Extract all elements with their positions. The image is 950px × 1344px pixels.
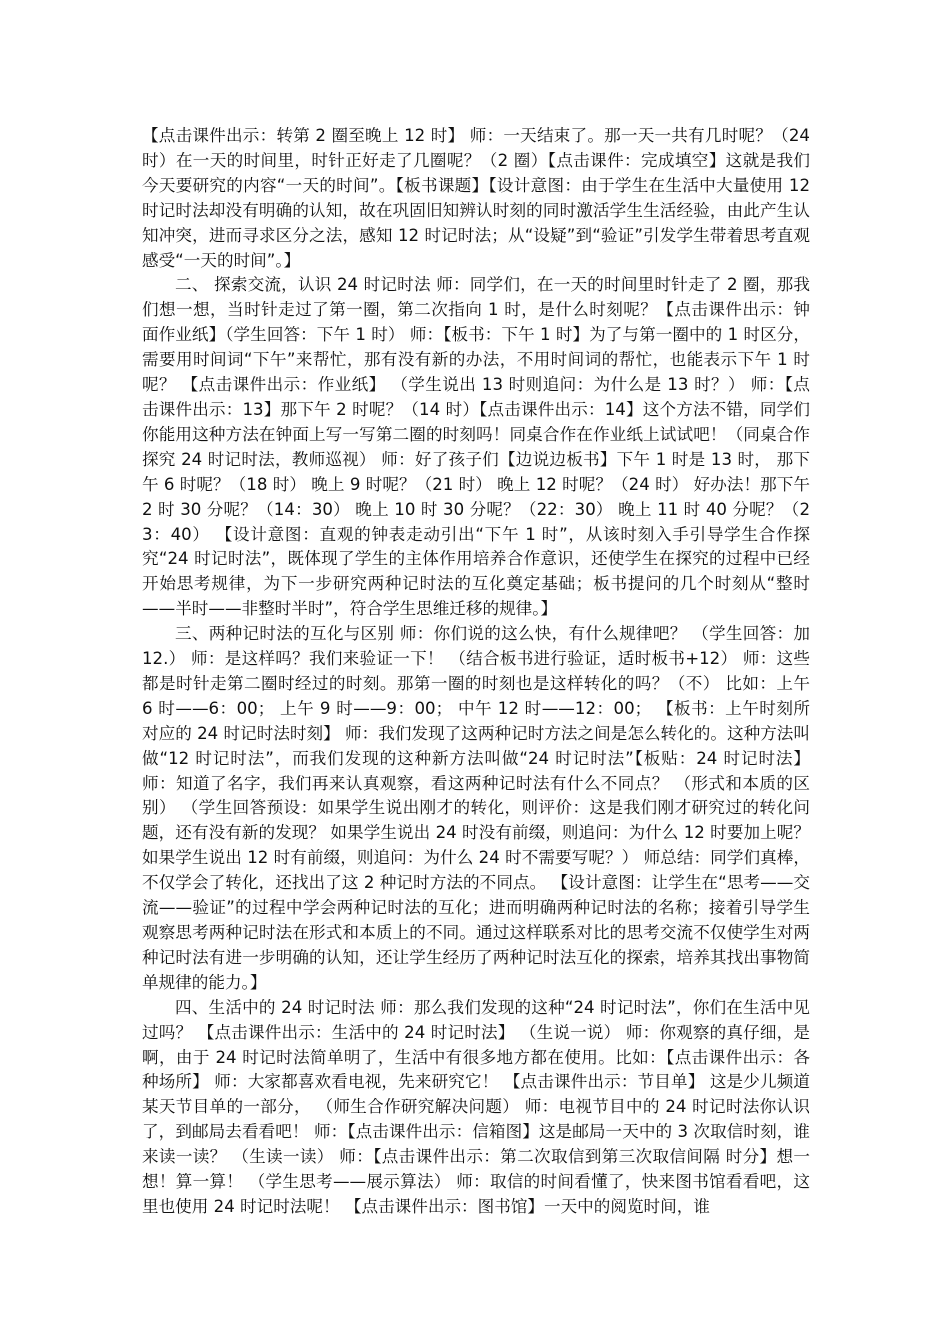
paragraph-section-2-explore-24-hour: 二、 探索交流，认识 24 时记时法 师：同学们，在一天的时间里时针走了 2 圈，那我们想一想，当时针走过了第一圈，第二次指向 1 时，是什么时刻呢？【点击课件出示：钟面作业纸】（学生回答：下午 1 时） 师：【板书：下午 1 时】为了与第一圈中的 1 时区分，需要用时间词“下午”来帮忙，那有没有新的办法，不用时间词的帮忙，也能表示下午 1 时呢？ 【点击课件出示：作业纸】 （学生说出 13 时则追问：为什么是 13 时？） 师：【点击课件出示：13】那下午 2 时呢？（14 时）【点击课件出示：14】这个方法不错，同学们你能用这种方法在钟面上写一写第二圈的时刻吗！同桌合作在作业纸上试试吧！（同桌合作探究 24 时记时法，教师巡视） 师：好了孩子们【边说边板书】下午 1 时是 13 时， 那下午 6 时呢？（18 时） 晚上 9 时呢？（21 时） 晚上 12 时呢？（24 时） 好办法！那下午 2 时 30 分呢？（14：30） 晚上 10 时 30 分呢？（22：30） 晚上 11 时 40 分呢？（23：40） 【设计意图：直观的钟表走动引出“下午 1 时”，从该时刻入手引导学生合作探究“24 时记时法”，既体现了学生的主体作用培养合作意识，还使学生在探究的过程中已经开始思考规律，为下一步研究两种记时法的互化奠定基础；板书提问的几个时刻从“整时——半时——非整时半时”，符合学生思维迁移的规律。】 <box>142 275 810 619</box>
document-page <box>142 124 810 1220</box>
paragraph-section-4-daily-life: 四、生活中的 24 时记时法 师：那么我们发现的这种“24 时记时法”，你们在生活中见过吗？ 【点击课件出示：生活中的 24 时记时法】 （生说一说） 师：你观察的真仔细，是啊，由于 24 时记时法简单明了，生活中有很多地方都在使用。比如：【点击课件出示：各种场所】 师：大家都喜欢看电视，先来研究它！ 【点击课件出示：节目单】 这是少儿频道某天节目单的一部分， （师生合作研究解决问题） 师：电视节目中的 24 时记时法你认识了，到邮局去看看吧！ 师：【点击课件出示：信箱图】这是邮局一天中的 3 次取信时刻，谁来读一读？ （生读一读） 师：【点击课件出示：第二次取信到第三次取信间隔 时分】想一想！算一算！ （学生思考——展示算法） 师：取信的时间看懂了，快来图书馆看看吧，这里也使用 24 时记时法呢！ 【点击课件出示：图书馆】一天中的阅览时间，谁 <box>142 997 810 1216</box>
paragraph-intro-summary: 【点击课件出示：转第 2 圈至晚上 12 时】 师：一天结束了。那一天一共有几时呢？（24 时）在一天的时间里，时针正好走了几圈呢？（2 圈）【点击课件：完成填空】这就是我们今天要研究的内容“一天的时间”。【板书课题】【设计意图：由于学生在生活中大量使用 12 时记时法却没有明确的认知，故在巩固旧知辨认时刻的同时激活学生生活经验，由此产生认知冲突，进而寻求区分之法，感知 12 时记时法；从“设疑”到“验证”引发学生带着思考直观感受“一天的时间”。】 <box>142 126 810 270</box>
paragraph-section-3-conversion: 三、两种记时法的互化与区别 师：你们说的这么快，有什么规律吧？ （学生回答：加 12.） 师：是这样吗？我们来验证一下！ （结合板书进行验证，适时板书+12） 师：这些都是时针走第二圈时经过的时刻。那第一圈的时刻也是这样转化的吗？（不） 比如：上午 6 时——6：00； 上午 9 时——9：00； 中午 12 时——12：00； 【板书：上午时刻所对应的 24 时记时法时刻】 师：我们发现了这两种记时方法之间是怎么转化的。这种方法叫做“12 时记时法”，而我们发现的这种新方法叫做“24 时记时法”【板贴：24 时记时法】 师：知道了名字，我们再来认真观察，看这两种记时法有什么不同点？ （形式和本质的区别） （学生回答预设：如果学生说出刚才的转化，则评价：这是我们刚才研究过的转化问题，还有没有新的发现？ 如果学生说出 24 时没有前缀，则追问：为什么 12 时要加上呢？ 如果学生说出 12 时有前缀，则追问：为什么 24 时不需要写呢？） 师总结：同学们真棒，不仅学会了转化，还找出了这 2 种记时方法的不同点。 【设计意图：让学生在“思考——交流——验证”的过程中学会两种记时法的互化；进而明确两种记时法的名称；接着引导学生观察思考两种记时法在形式和本质上的不同。通过这样联系对比的思考交流不仅使学生对两种记时法有进一步明确的认知，还让学生经历了两种记时法互化的探索，培养其找出事物简单规律的能力。】 <box>142 624 810 992</box>
